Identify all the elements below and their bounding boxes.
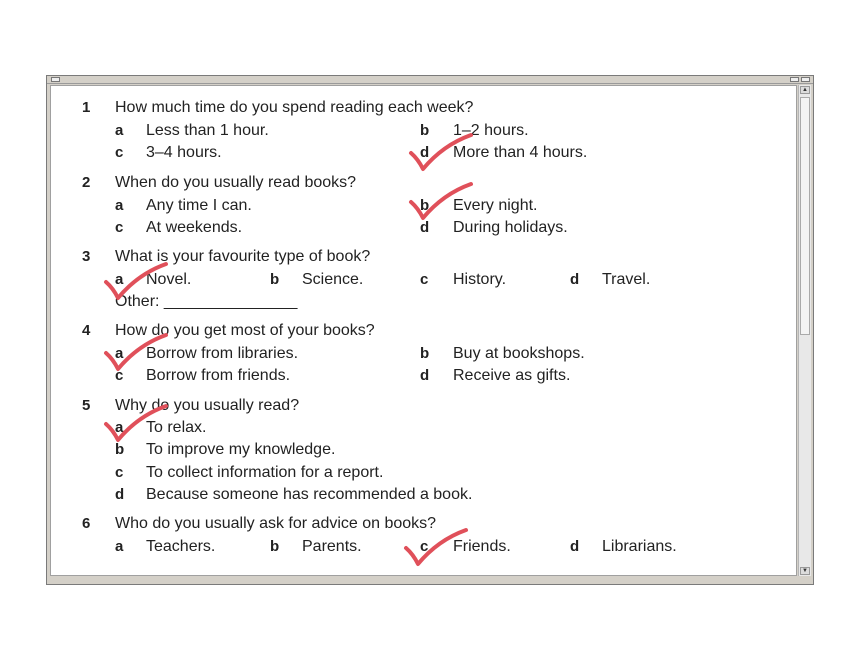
option-text: History.: [453, 271, 507, 288]
question-text: Why do you usually read?: [115, 397, 300, 414]
vertical-scrollbar[interactable]: [798, 85, 811, 576]
window-menu-icon[interactable]: [51, 77, 60, 82]
option-letter: b: [270, 538, 280, 555]
checkmark-icon: [100, 262, 170, 302]
option-text: To relax.: [146, 419, 207, 436]
option-text: During holidays.: [453, 219, 568, 236]
question-number: 6: [82, 515, 91, 532]
option-text: To collect information for a report.: [146, 464, 384, 481]
option-letter: a: [115, 538, 124, 555]
option-letter: a: [115, 197, 124, 214]
option-letter: b: [270, 271, 280, 288]
option-letter: c: [420, 538, 429, 555]
checkmark-icon: [100, 333, 170, 373]
scroll-down-icon[interactable]: ▼: [800, 567, 810, 575]
question-number: 2: [82, 174, 91, 191]
option-letter: c: [115, 144, 124, 161]
question-number: 1: [82, 99, 91, 116]
option-letter: a: [115, 345, 124, 362]
option-letter: b: [115, 441, 125, 458]
option-text: At weekends.: [146, 219, 243, 236]
question-text: Who do you usually ask for advice on books?: [115, 515, 437, 532]
option-letter: d: [570, 271, 580, 288]
option-text: Novel.: [146, 271, 192, 288]
question-number: 4: [82, 322, 91, 339]
question-text: What is your favourite type of book?: [115, 248, 371, 265]
option-letter: b: [420, 122, 430, 139]
restore-icon[interactable]: [790, 77, 799, 82]
checkmark-icon: [400, 528, 470, 568]
question-text: How do you get most of your books?: [115, 322, 375, 339]
checkmark-icon: [100, 404, 170, 444]
window-titlebar: [47, 76, 813, 84]
option-letter: a: [115, 271, 124, 288]
option-text: Travel.: [602, 271, 651, 288]
option-letter: d: [420, 219, 430, 236]
checkmark-icon: [405, 182, 475, 222]
option-letter: d: [115, 486, 125, 503]
question-text: When do you usually read books?: [115, 174, 357, 191]
option-text: More than 4 hours.: [453, 144, 588, 161]
option-letter: d: [420, 144, 430, 161]
scroll-up-icon[interactable]: ▲: [800, 86, 810, 94]
option-text: Parents.: [302, 538, 362, 555]
maximize-icon[interactable]: [801, 77, 810, 82]
option-text: 3–4 hours.: [146, 144, 222, 161]
option-letter: c: [115, 219, 124, 236]
question-number: 3: [82, 248, 91, 265]
option-text: Teachers.: [146, 538, 216, 555]
question-number: 5: [82, 397, 91, 414]
option-text: Because someone has recommended a book.: [146, 486, 473, 503]
option-text: 1–2 hours.: [453, 122, 529, 139]
option-text: To improve my knowledge.: [146, 441, 336, 458]
option-text: Borrow from libraries.: [146, 345, 299, 362]
option-letter: d: [420, 367, 430, 384]
option-letter: a: [115, 122, 124, 139]
option-letter: b: [420, 345, 430, 362]
option-text: Less than 1 hour.: [146, 122, 269, 139]
option-letter: b: [420, 197, 430, 214]
option-text: Friends.: [453, 538, 511, 555]
option-text: Receive as gifts.: [453, 367, 571, 384]
checkmark-icon: [405, 133, 475, 173]
option-text: Every night.: [453, 197, 538, 214]
option-text: Science.: [302, 271, 364, 288]
option-text: Any time I can.: [146, 197, 252, 214]
option-letter: c: [420, 271, 429, 288]
option-letter: a: [115, 419, 124, 436]
other-write-in: Other: _______________: [115, 293, 298, 310]
question-text: How much time do you spend reading each week?: [115, 99, 474, 116]
option-text: Librarians.: [602, 538, 677, 555]
option-text: Buy at bookshops.: [453, 345, 585, 362]
scroll-thumb[interactable]: [800, 97, 810, 335]
option-text: Borrow from friends.: [146, 367, 291, 384]
window-bottom-border: [50, 577, 797, 583]
option-letter: c: [115, 464, 124, 481]
option-letter: c: [115, 367, 124, 384]
option-letter: d: [570, 538, 580, 555]
